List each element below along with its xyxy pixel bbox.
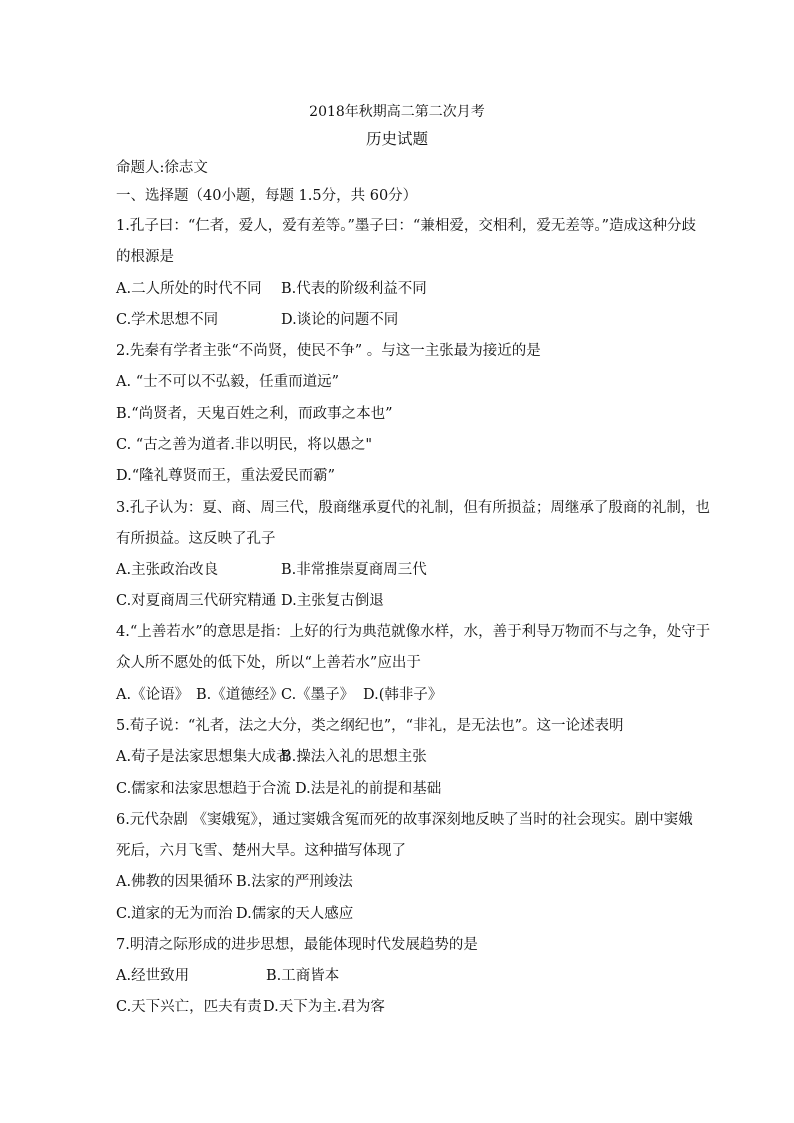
option-c: C.学术思想不同 <box>116 312 219 328</box>
option-a: A.《论语》 <box>116 687 190 703</box>
option-d: D.天下为主.君为客 <box>263 999 385 1015</box>
question-stem: 2.先秦有学者主张“不尚贤，使民不争” 。与这一主张最为接近的是 <box>116 343 541 359</box>
question-stem: 7.明清之际形成的进步思想，最能体现时代发展趋势的是 <box>116 937 478 953</box>
question-stem: 死后，六月飞雪、楚州大旱。这种描写体现了 <box>116 843 406 859</box>
option-b: B.法家的严刑竣法 <box>236 874 353 890</box>
option-a: A.主张政治改良 <box>116 562 219 578</box>
option-c: C. “古之善为道者.非以明民，将以愚之" <box>116 437 372 453</box>
author-line: 命题人:徐志文 <box>116 160 208 176</box>
question-stem: 众人所不愿处的低下处，所以“上善若水”应出于 <box>116 655 421 671</box>
option-d: D.法是礼的前提和基础 <box>295 781 442 797</box>
option-b: B.非常推崇夏商周三代 <box>281 562 427 578</box>
option-a: A.荀子是法家思想集大成者 <box>116 749 291 765</box>
option-b: B.操法入礼的思想主张 <box>281 749 427 765</box>
option-b: B.“尚贤者，天鬼百姓之利，而政事之本也” <box>116 406 393 422</box>
option-b: B.代表的阶级利益不同 <box>281 281 427 297</box>
question-stem: 4.“上善若水”的意思是指：上好的行为典范就像水样，水，善于利导万物而不与之争，处守于 <box>116 624 711 640</box>
option-c: C.道家的无为而治 <box>116 906 233 922</box>
option-a: A.佛教的因果循环 <box>116 874 233 890</box>
option-c: C.对夏商周三代研究精通 <box>116 593 277 609</box>
option-b: B.《道德经》 <box>196 687 284 703</box>
question-stem: 5.荀子说：“礼者，法之大分，类之纲纪也”，“非礼，是无法也”。这一论述表明 <box>116 718 624 734</box>
section-heading: 一、选择题（40小题，每题 1.5分，共 60分） <box>116 188 418 204</box>
question-stem: 的根源是 <box>116 249 174 265</box>
option-c: C.天下兴亡，匹夫有责 <box>116 999 262 1015</box>
option-d: D.(韩非子》 <box>363 687 443 703</box>
question-stem: 1.孔子曰：“仁者，爱人，爱有差等。”墨子曰：“兼相爱，交相利，爱无差等。”造成这种分歧 <box>116 218 696 234</box>
question-stem: 3.孔子认为：夏、商、周三代，殷商继承夏代的礼制，但有所损益；周继承了殷商的礼制，也 <box>116 500 710 516</box>
option-d: D.谈论的问题不同 <box>281 312 399 328</box>
option-b: B.工商皆本 <box>266 968 340 984</box>
question-stem: 6.元代杂剧 《窦娥冤》，通过窦娥含冤而死的故事深刻地反映了当时的社会现实。剧中窦娥 <box>116 812 693 828</box>
option-d: D.儒家的天人感应 <box>236 906 354 922</box>
exam-title: 2018年秋期高二第二次月考 <box>309 104 485 120</box>
option-a: A.经世致用 <box>116 968 190 984</box>
option-c: C.《墨子》 <box>281 687 355 703</box>
subject-title: 历史试题 <box>365 130 428 148</box>
option-d: D.“隆礼尊贤而王，重法爱民而霸” <box>116 468 336 484</box>
option-d: D.主张复古倒退 <box>281 593 384 609</box>
option-c: C.儒家和法家思想趋于合流 <box>116 781 291 797</box>
option-a: A.二人所处的时代不同 <box>116 281 262 297</box>
option-a: A. “士不可以不弘毅，任重而道远” <box>116 374 340 390</box>
question-stem: 有所损益。这反映了孔子 <box>116 531 276 547</box>
